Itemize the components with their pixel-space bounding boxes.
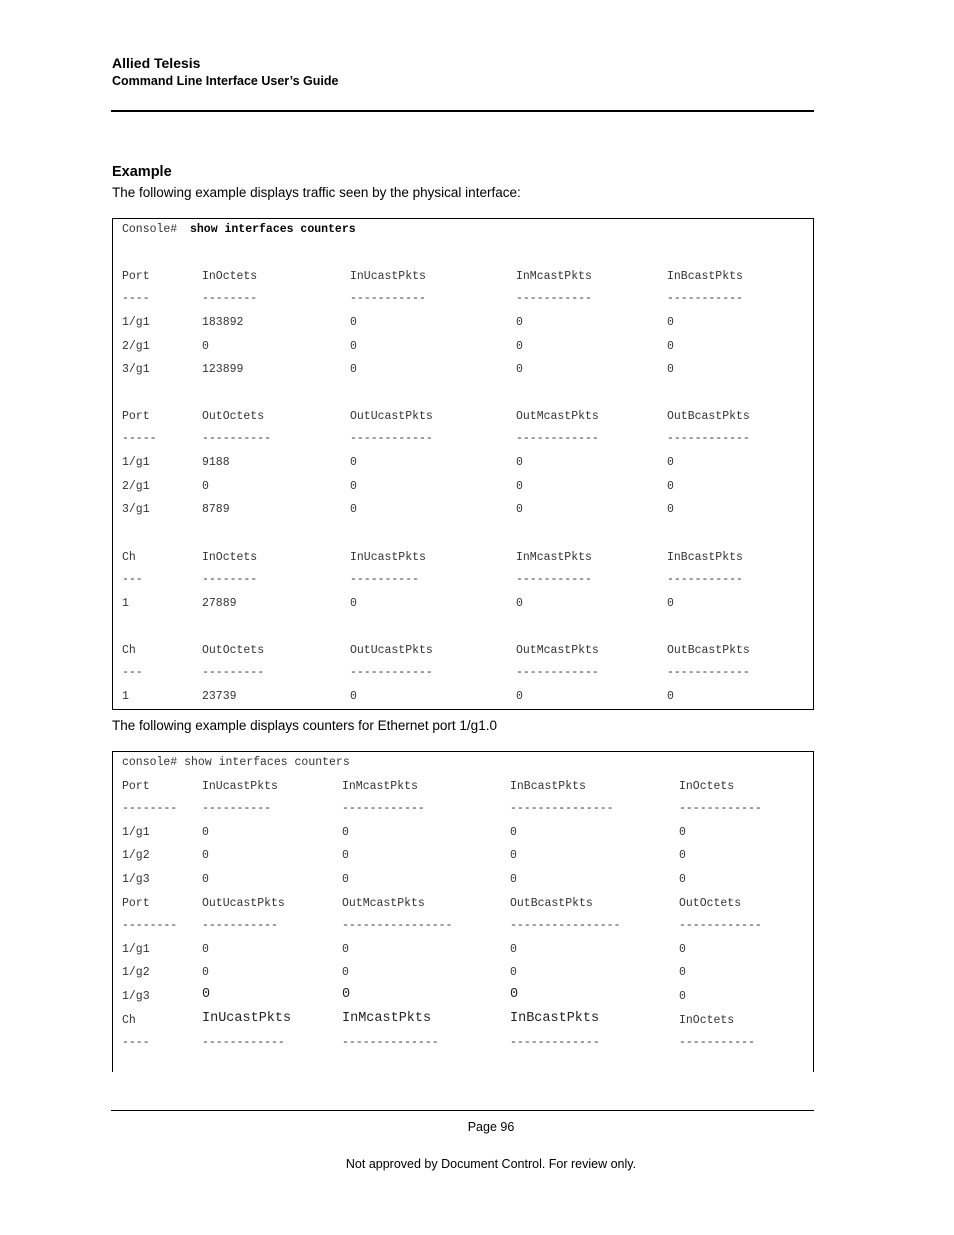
table-cell: 0 [667, 690, 674, 703]
table-cell: 0 [342, 849, 349, 863]
column-header: InMcastPkts [342, 780, 418, 793]
table-cell: 0 [679, 943, 686, 956]
table-cell: 0 [667, 503, 674, 516]
header-underline: ------------ [667, 666, 750, 679]
table-cell: 8789 [202, 503, 230, 516]
header-underline: ----------- [679, 1036, 755, 1049]
guide-title: Command Line Interface User’s Guide [112, 74, 339, 88]
column-header: OutUcastPkts [350, 410, 433, 423]
header-underline: ----------- [516, 573, 592, 586]
column-header: InBcastPkts [667, 270, 743, 283]
table-cell: 0 [679, 872, 686, 886]
header-underline: ------------ [679, 919, 762, 932]
column-header: OutMcastPkts [516, 644, 599, 657]
column-header: InUcastPkts [202, 780, 278, 793]
header-underline: ------------- [510, 1036, 600, 1049]
header-underline: -------- [202, 573, 258, 586]
table-cell: 0 [667, 456, 674, 469]
table-cell: 0 [202, 943, 209, 956]
table-cell: 183892 [202, 316, 244, 329]
table-cell: 1/g3 [122, 989, 150, 1003]
table-cell: 0 [679, 849, 686, 863]
table-cell: 1/g2 [122, 849, 150, 863]
table-cell: 0 [667, 479, 674, 493]
table-cell: 1 [122, 690, 129, 703]
table-cell: 0 [202, 479, 209, 493]
table-cell: 1/g1 [122, 826, 150, 839]
table-cell: 2/g1 [122, 479, 150, 493]
table-cell: 0 [350, 363, 357, 376]
header-underline: ----------- [516, 292, 592, 305]
table-cell: 0 [202, 966, 209, 980]
header-underline: ------------ [667, 432, 750, 445]
header-underline: ---------- [202, 432, 272, 445]
footer-rule [111, 1110, 814, 1111]
table-cell: 1/g1 [122, 943, 150, 956]
column-header: InBcastPkts [510, 780, 586, 793]
column-header: OutOctets [679, 897, 742, 910]
column-header: OutOctets [202, 644, 265, 657]
table-cell: 0 [342, 943, 349, 956]
header-underline: ------------ [679, 802, 762, 815]
header-underline: ----------- [350, 292, 426, 305]
table-cell: 0 [350, 339, 357, 353]
table-cell: 3/g1 [122, 503, 150, 516]
table-cell: 0 [516, 363, 523, 376]
column-header: OutBcastPkts [667, 644, 750, 657]
code-block-2 [112, 751, 814, 1072]
table-cell: 3/g1 [122, 363, 150, 376]
table-cell: 2/g1 [122, 339, 150, 353]
header-underline: ------------ [350, 432, 433, 445]
header-underline: ---------- [350, 573, 420, 586]
table-cell: 1 [122, 597, 129, 610]
column-header: InUcastPkts [202, 1011, 292, 1026]
column-header: InUcastPkts [350, 270, 426, 283]
column-header: Port [122, 410, 150, 423]
table-cell: 0 [510, 849, 517, 863]
column-header: Ch [122, 551, 136, 564]
table-cell: 0 [202, 339, 209, 353]
table-cell: 0 [342, 986, 351, 1002]
header-underline: ------------ [342, 802, 425, 815]
table-cell: 0 [679, 989, 686, 1003]
table-cell: 0 [350, 597, 357, 610]
header-underline: ------------ [202, 1036, 285, 1049]
table-cell: 0 [202, 826, 209, 839]
table-cell: 0 [516, 597, 523, 610]
table-cell: 1/g1 [122, 316, 150, 329]
header-underline: ------------ [516, 666, 599, 679]
table-cell: 123899 [202, 363, 244, 376]
section-title: Example [112, 164, 172, 180]
column-header: Port [122, 897, 150, 910]
column-header: OutBcastPkts [667, 410, 750, 423]
table-cell: 0 [667, 316, 674, 329]
header-rule [111, 110, 814, 112]
table-cell: 0 [667, 339, 674, 353]
table-cell: 0 [679, 826, 686, 839]
column-header: InOctets [679, 1014, 735, 1027]
column-header: OutUcastPkts [202, 897, 285, 910]
header-underline: ---------------- [510, 919, 621, 932]
column-header: Port [122, 780, 150, 793]
code-block-1 [112, 218, 814, 710]
column-header: InOctets [679, 780, 735, 793]
table-cell: 0 [516, 456, 523, 469]
table-cell: 0 [516, 690, 523, 703]
table-cell: 0 [510, 943, 517, 956]
column-header: InBcastPkts [667, 551, 743, 564]
table-cell: 1/g1 [122, 456, 150, 469]
header-underline: ----------- [667, 573, 743, 586]
column-header: Port [122, 270, 150, 283]
column-header: InMcastPkts [516, 270, 592, 283]
header-underline: ---- [122, 1036, 150, 1049]
column-header: Ch [122, 644, 136, 657]
table-cell: 0 [202, 872, 209, 886]
column-header: InMcastPkts [342, 1011, 432, 1026]
column-header: OutUcastPkts [350, 644, 433, 657]
table-cell: 0 [342, 872, 349, 886]
table-cell: 0 [516, 503, 523, 516]
review-note: Not approved by Document Control. For review only. [345, 1157, 637, 1171]
table-cell: 0 [350, 456, 357, 469]
column-header: OutBcastPkts [510, 897, 593, 910]
header-underline: --- [122, 666, 143, 679]
table-cell: 0 [350, 503, 357, 516]
table-cell: 9188 [202, 456, 230, 469]
table-cell: 1/g2 [122, 966, 150, 980]
column-header: OutMcastPkts [516, 410, 599, 423]
header-underline: --- [122, 573, 143, 586]
table-cell: 0 [510, 826, 517, 839]
column-header: InUcastPkts [350, 551, 426, 564]
column-header: InMcastPkts [516, 551, 592, 564]
header-underline: ----- [122, 432, 157, 445]
header-underline: ----------- [202, 919, 278, 932]
company-name: Allied Telesis [112, 55, 201, 71]
table-cell: 0 [350, 316, 357, 329]
console-command: show interfaces counters [190, 223, 356, 236]
table-cell: 0 [350, 690, 357, 703]
table-cell: 0 [510, 966, 517, 980]
console-prompt: Console# [122, 223, 178, 236]
table-cell: 0 [516, 479, 523, 493]
header-underline: ---------------- [342, 919, 453, 932]
table-cell: 0 [516, 339, 523, 353]
column-header: Ch [122, 1014, 136, 1027]
header-underline: ------------ [516, 432, 599, 445]
intro-paragraph-1: The following example displays traffic seen by the physical interface: [112, 185, 521, 200]
header-underline: -------- [122, 919, 178, 932]
table-cell: 1/g3 [122, 872, 150, 886]
table-cell: 0 [516, 316, 523, 329]
table-cell: 27889 [202, 597, 237, 610]
table-cell: 23739 [202, 690, 237, 703]
header-underline: --------------- [510, 802, 614, 815]
header-underline: ------------ [350, 666, 433, 679]
table-cell: 0 [202, 849, 209, 863]
header-underline: --------- [202, 666, 265, 679]
column-header: InBcastPkts [510, 1011, 600, 1026]
header-underline: ---------- [202, 802, 272, 815]
header-underline: -------- [122, 802, 178, 815]
table-cell: 0 [342, 966, 349, 980]
table-cell: 0 [667, 597, 674, 610]
header-underline: ----------- [667, 292, 743, 305]
header-underline: ---- [122, 292, 150, 305]
column-header: InOctets [202, 551, 258, 564]
table-cell: 0 [342, 826, 349, 839]
column-header: OutMcastPkts [342, 897, 425, 910]
table-cell: 0 [679, 966, 686, 980]
table-cell: 0 [667, 363, 674, 376]
table-cell: 0 [510, 986, 519, 1002]
table-cell: 0 [350, 479, 357, 493]
intro-paragraph-2: The following example displays counters for Ethernet port 1/g1.0 [112, 718, 497, 733]
column-header: InOctets [202, 270, 258, 283]
column-header: OutOctets [202, 410, 265, 423]
page-number: Page 96 [467, 1120, 515, 1134]
header-underline: -------------- [342, 1036, 439, 1049]
console-prompt-line: console# show interfaces counters [122, 756, 350, 769]
table-cell: 0 [202, 986, 211, 1002]
table-cell: 0 [510, 872, 517, 886]
header-underline: -------- [202, 292, 258, 305]
